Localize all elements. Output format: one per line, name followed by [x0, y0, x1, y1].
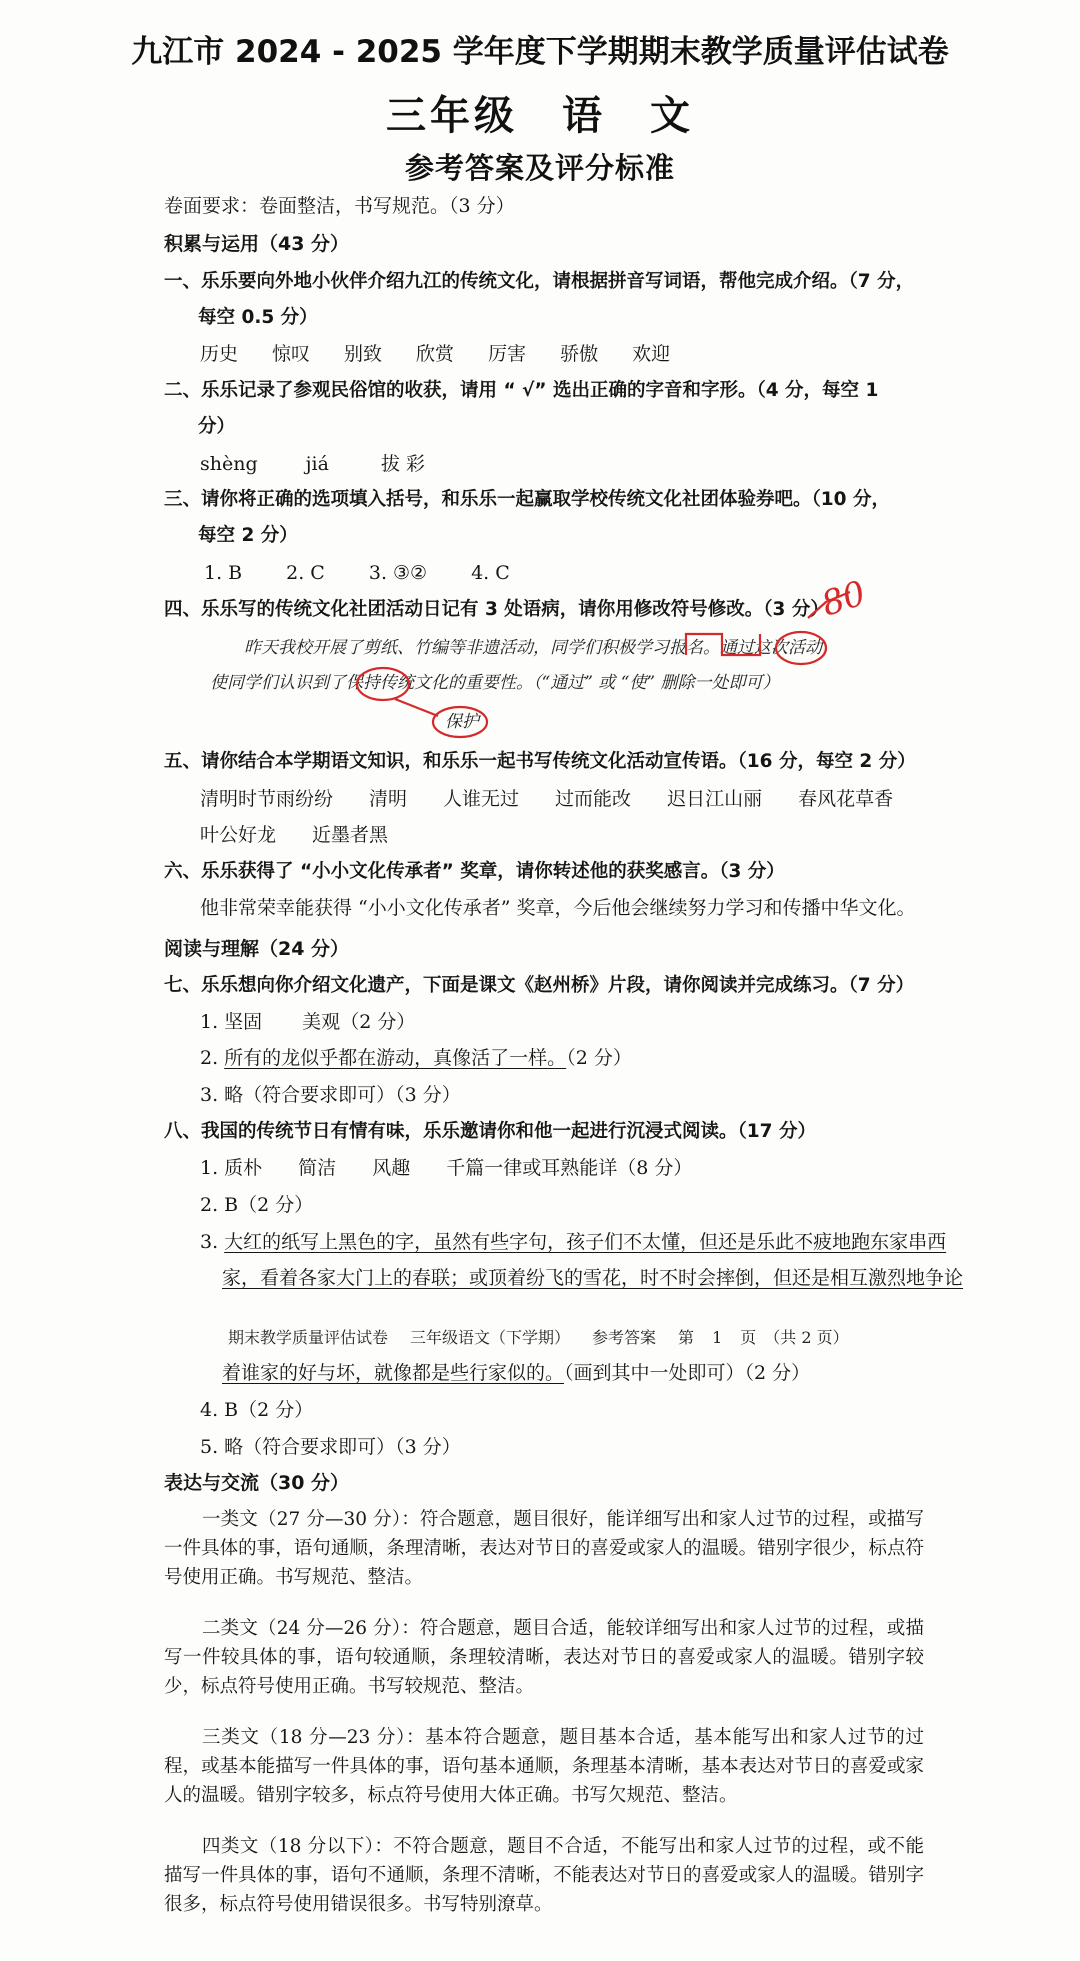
- question-1-answers: [200, 341, 704, 367]
- section-heading-accumulation: 积累与运用（43 分）: [164, 233, 350, 255]
- question-1-cont: 每空 0.5 分）: [198, 307, 318, 328]
- question-1: 一、乐乐要向外地小伙伴介绍九江的传统文化，请根据拼音写词语，帮他完成介绍。（7 分，: [164, 271, 915, 292]
- question-8-answer-1: [200, 1155, 726, 1181]
- answer-word: 风趣: [372, 1157, 411, 1179]
- answer-score: （2 分）: [340, 1011, 416, 1033]
- answer-word: 厉害: [488, 343, 527, 365]
- footer-page-number: 1: [712, 1328, 723, 1347]
- score-mark: 80: [816, 573, 871, 625]
- question-8-answer-4: 4. B（2 分）: [200, 1399, 314, 1421]
- question-3-answers: [204, 560, 544, 586]
- footer-total: （共 2 页）: [764, 1328, 849, 1347]
- question-3-cont: 每空 2 分）: [198, 525, 298, 546]
- footer-course: 三年级语文（下学期）: [410, 1328, 571, 1347]
- question-7-answer-2: [200, 1045, 632, 1071]
- correction-word: 保护: [445, 712, 479, 732]
- answer-phrase: 近墨者黑: [312, 824, 389, 846]
- question-7: 七、乐乐想向你介绍文化遗产，下面是课文《赵州桥》片段，请你阅读并完成练习。（7 分）: [164, 975, 915, 996]
- diary-handwriting-line-1: 昨天我校开展了剪纸、竹编等非遗活动，同学们积极学习报名。通过这次活动，: [244, 638, 839, 658]
- answer-phrase: 清明时节雨纷纷: [200, 788, 334, 810]
- answer-phrase: 人谁无过: [443, 788, 520, 810]
- exam-title: 九江市 2024 - 2025 学年度下学期期末教学质量评估试卷: [131, 34, 949, 70]
- question-8-answer-3-line-1: [200, 1229, 946, 1255]
- answer-choice: 1. B: [204, 562, 243, 584]
- footer-page-pre: 第: [678, 1328, 695, 1347]
- question-8-answer-3-line-3: [222, 1360, 810, 1386]
- underlined-sentence: 大红的纸写上黑色的字，虽然有些字句，孩子们不太懂，但还是乐此不疲地跑东家串西: [224, 1231, 947, 1253]
- question-2-answers: [200, 451, 459, 477]
- underlined-sentence: 着谁家的好与坏，就像都是些行家似的。: [222, 1362, 565, 1384]
- question-6-answer: 他非常荣幸能获得 “小小文化传承者” 奖章，今后他会继续努力学习和传播中华文化。: [200, 897, 916, 919]
- answer-word: 惊叹: [272, 343, 311, 365]
- question-2-cont: 分）: [198, 416, 236, 437]
- subject-char-2: 文: [650, 93, 694, 139]
- answer-word: 骄傲: [560, 343, 599, 365]
- answer-score: （画到其中一处即可）（2 分）: [564, 1362, 811, 1384]
- question-5-answers-row-1: [200, 786, 927, 812]
- answer-choice: 2. C: [286, 562, 325, 584]
- answer-phrase: 春风花草香: [798, 788, 894, 810]
- answer-phrase: 迟日江山丽: [667, 788, 763, 810]
- answer-phrase: 过而能改: [555, 788, 632, 810]
- subject-char-1: 语: [562, 93, 606, 139]
- grading-level-3: 三类文（18 分—23 分）：基本符合题意，题目基本合适，基本能写出和家人过节的过程，或基本能描写一件具体的事，语句基本通顺，条理基本清晰，基本表达对节日的喜爱或家人的温暖。错别字较多，标点符号使用大体正确。书写欠规范、整洁。: [164, 1727, 924, 1806]
- grade-label: 三年级: [386, 93, 518, 139]
- answer-word: 美观: [302, 1011, 341, 1033]
- answer-pinyin: jiá: [305, 453, 329, 475]
- grading-level-2: 二类文（24 分—26 分）：符合题意，题目合适，能较详细写出和家人过节的过程，或描写一件较具体的事，语句较通顺，条理较清晰，表达对节日的喜爱或家人的温暖。错别字较少，标点符号使用正确。书写较规范、整洁。: [164, 1618, 924, 1697]
- page-footer: [228, 1325, 871, 1348]
- question-6: 六、乐乐获得了 “小小文化传承者” 奖章，请你转述他的获奖感言。（3 分）: [164, 861, 785, 882]
- question-2: 二、乐乐记录了参观民俗馆的收获，请用 “ √” 选出正确的字音和字形。（4 分，每空 1: [164, 380, 879, 401]
- question-5: 五、请你结合本学期语文知识，和乐乐一起书写传统文化活动宣传语。（16 分，每空 2 分）: [164, 751, 916, 772]
- answer-number: 2.: [200, 1047, 225, 1069]
- answer-word: 千篇一律或耳熟能详（8 分）: [446, 1157, 693, 1179]
- answer-score: （2 分）: [566, 1047, 632, 1069]
- answer-phrase: 清明: [369, 788, 408, 810]
- diary-handwriting-line-2: 使同学们认识到了保持传统文化的重要性。（“通过” 或 “使” 删除一处即可）: [210, 673, 780, 693]
- answer-key-subtitle: 参考答案及评分标准: [404, 151, 675, 185]
- question-5-answers-row-2: [200, 822, 422, 848]
- answer-word: 简洁: [298, 1157, 337, 1179]
- answer-word: 欢迎: [632, 343, 671, 365]
- footer-kind: 参考答案: [592, 1328, 657, 1347]
- answer-word: 拔 彩: [380, 453, 425, 475]
- question-8: 八、我国的传统节日有情有味，乐乐邀请你和他一起进行沉浸式阅读。（17 分）: [164, 1121, 816, 1142]
- footer-exam: 期末教学质量评估试卷: [228, 1328, 389, 1347]
- grading-level-1: 一类文（27 分—30 分）：符合题意，题目很好，能详细写出和家人过节的过程，或描写一件具体的事，语句通顺，条理清晰，表达对节日的喜爱或家人的温暖。错别字很少，标点符号使用正确。书写规范、整洁。: [164, 1509, 924, 1588]
- question-8-answer-3-line-2: [222, 1265, 963, 1291]
- question-7-answer-3: 3. 略（符合要求即可）（3 分）: [200, 1084, 461, 1106]
- answer-phrase: 叶公好龙: [200, 824, 277, 846]
- footer-page-post: 页: [740, 1328, 757, 1347]
- answer-word: 1. 坚固: [200, 1011, 263, 1033]
- answer-word: 别致: [344, 343, 383, 365]
- underlined-sentence: 家，看着各家大门上的春联；或顶着纷飞的雪花，时不时会摔倒，但还是相互激烈地争论: [222, 1267, 964, 1289]
- answer-word: 欣赏: [416, 343, 455, 365]
- question-4: 四、乐乐写的传统文化社团活动日记有 3 处语病，请你用修改符号修改。（3 分）: [164, 599, 829, 620]
- question-8-answer-2: 2. B（2 分）: [200, 1194, 314, 1216]
- answer-word: 1. 质朴: [200, 1157, 263, 1179]
- grading-level-4: 四类文（18 分以下）：不符合题意，题目不合适，不能写出和家人过节的过程，或不能描写一件具体的事，语句不通顺，条理不清晰，不能表达对节日的喜爱或家人的温暖。错别字很多，标点符号使用错误很多。书写特别潦草。: [164, 1836, 924, 1915]
- section-heading-writing: 表达与交流（30 分）: [164, 1472, 350, 1494]
- question-7-answer-1: [200, 1009, 415, 1035]
- answer-number: 3.: [200, 1231, 225, 1253]
- answer-word: 历史: [200, 343, 239, 365]
- answer-pinyin: shèng: [200, 453, 258, 475]
- grade-subject-title: [0, 84, 1080, 141]
- underlined-sentence: 所有的龙似乎都在游动，真像活了一样。: [224, 1047, 567, 1069]
- answer-choice: 4. C: [471, 562, 510, 584]
- question-3: 三、请你将正确的选项填入括号，和乐乐一起赢取学校传统文化社团体验券吧。（10 分，: [164, 489, 890, 510]
- question-8-answer-5: 5. 略（符合要求即可）（3 分）: [200, 1436, 461, 1458]
- correction-connector: [395, 699, 438, 716]
- section-heading-reading: 阅读与理解（24 分）: [164, 938, 350, 960]
- answer-choice: 3. ③②: [368, 562, 428, 584]
- neatness-requirement: 卷面要求：卷面整洁，书写规范。（3 分）: [164, 195, 515, 217]
